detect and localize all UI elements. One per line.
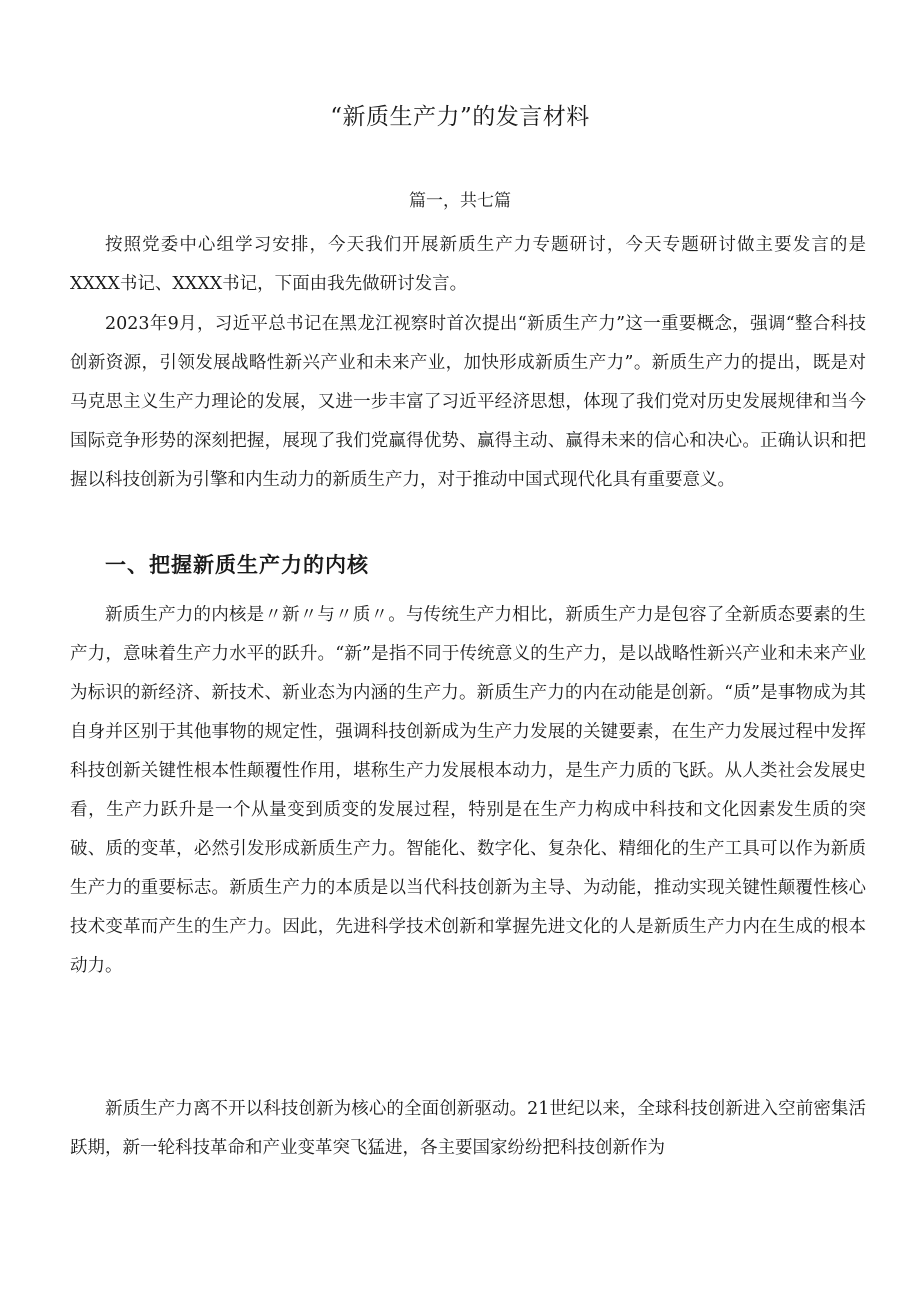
paragraph-intro: 按照党委中心组学习安排，今天我们开展新质生产力专题研讨，今天专题研讨做主要发言的是XXXX书记、XXXX书记，下面由我先做研讨发言。 xyxy=(70,235,866,294)
section-heading-1: 一、把握新质生产力的内核 xyxy=(105,553,369,577)
paragraph-innovation: 新质生产力离不开以科技创新为核心的全面创新驱动。21世纪以来，全球科技创新进入空前密集活跃期，新一轮科技革命和产业变革突飞猛进，各主要国家纷纷把科技创新作为 xyxy=(70,1099,866,1158)
document-title: “新质生产力”的发言材料 xyxy=(330,104,590,130)
paragraph-background: 2023年9月，习近平总书记在黑龙江视察时首次提出“新质生产力”这一重要概念，强调“整合科技创新资源，引领发展战略性新兴产业和未来产业，加快形成新质生产力”。新质生产力的提出，既是对马克思主义生产力理论的发展，又进一步丰富了习近平经济思想，体现了我们党对历史发展规律和当今国际竞争形势的深刻把握，展现了我们党赢得优势、赢得主动、赢得未来的信心和决心。正确认识和把握以科技创新为引擎和内生动力的新质生产力，对于推动中国式现代化具有重要意义。 xyxy=(70,314,866,490)
document-subtitle: 篇一，共七篇 xyxy=(409,191,511,211)
paragraph-core: 新质生产力的内核是〃新〃与〃质〃。与传统生产力相比，新质生产力是包容了全新质态要素的生产力，意味着生产力水平的跃升。“新”是指不同于传统意义的生产力，是以战略性新兴产业和未来产业为标识的新经济、新技术、新业态为内涵的生产力。新质生产力的内在动能是创新。“质”是事物成为其自身并区别于其他事物的规定性，强调科技创新成为生产力发展的关键要素，在生产力发展过程中发挥科技创新关键性根本性颠覆性作用，堪称生产力发展根本动力，是生产力质的飞跃。从人类社会发展史看，生产力跃升是一个从量变到质变的发展过程，特别是在生产力构成中科技和文化因素发生质的突破、质的变革，必然引发形成新质生产力。智能化、数字化、复杂化、精细化的生产工具可以作为新质生产力的重要标志。新质生产力的本质是以当代科技创新为主导、为动能，推动实现关键性颠覆性核心技术变革而产生的生产力。因此，先进科学技术创新和掌握先进文化的人是新质生产力内在生成的根本动力。 xyxy=(70,605,866,976)
